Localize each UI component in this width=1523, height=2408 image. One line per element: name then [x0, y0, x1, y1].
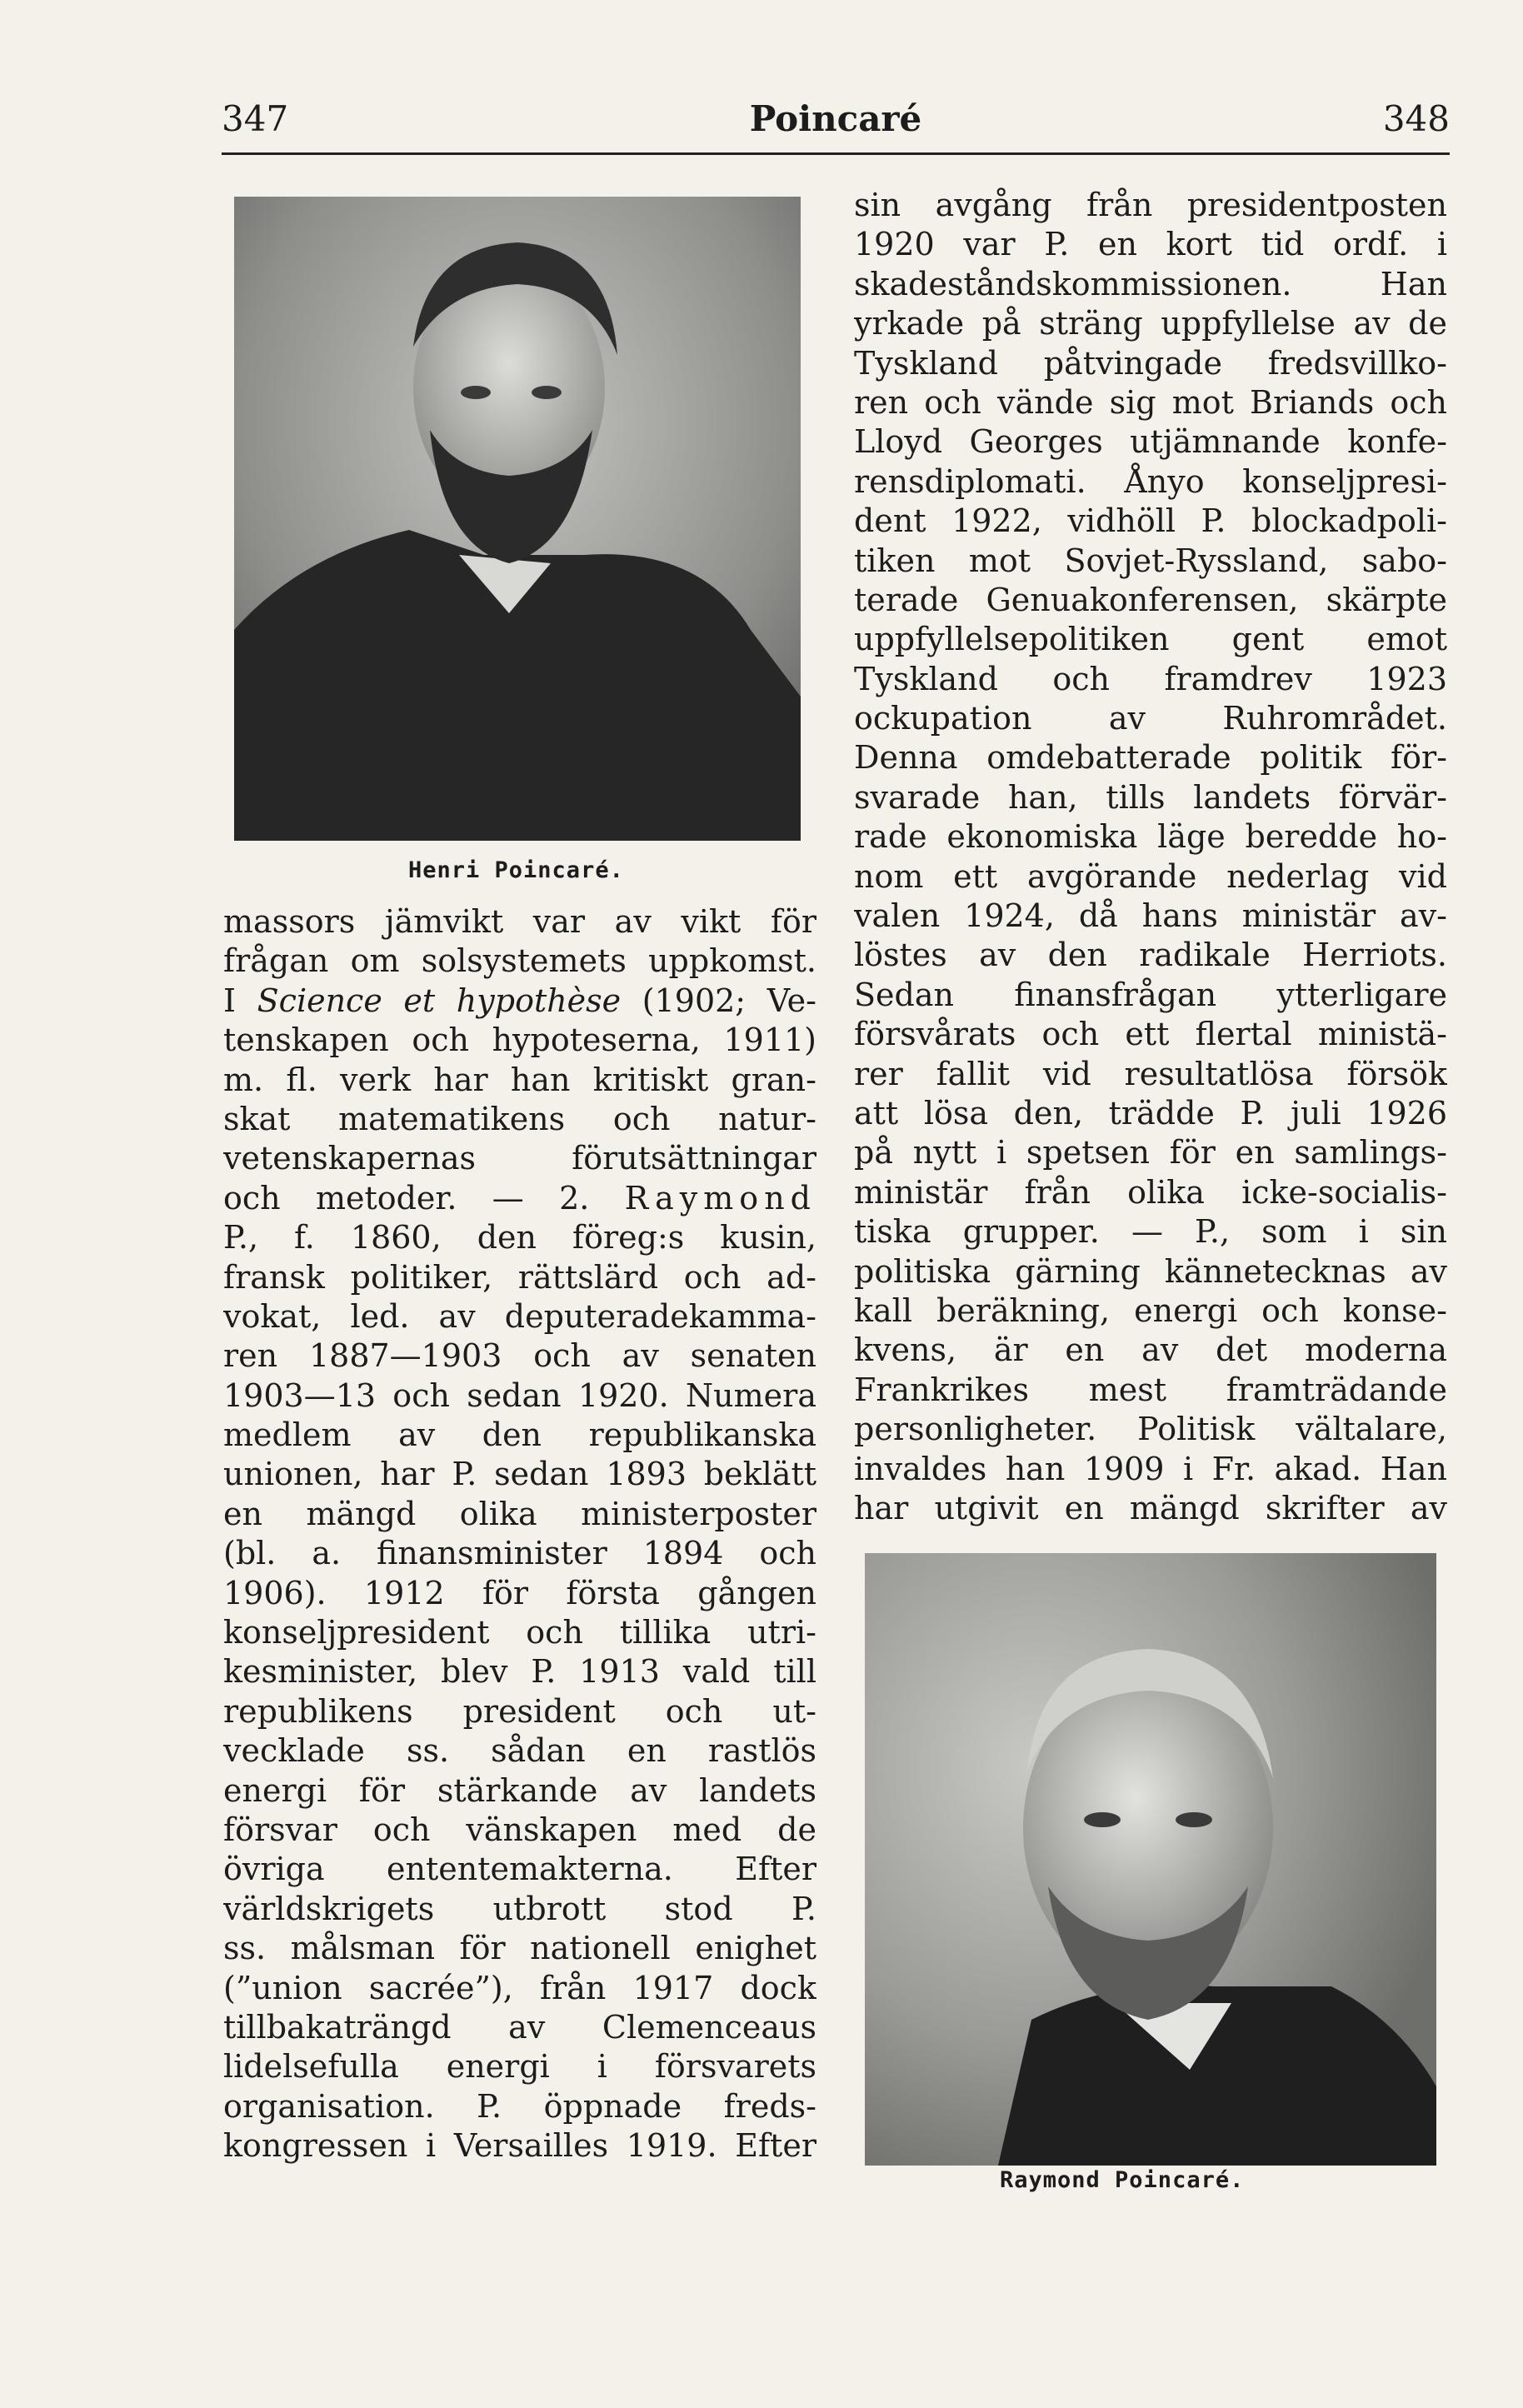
text-line: uppfyllelsepolitiken gent emot: [854, 621, 1447, 658]
text-line: övriga ententemakterna. Efter: [223, 1851, 816, 1888]
text-line: rensdiplomati. Ånyo konseljpresi-: [854, 462, 1447, 500]
text-line: löstes av den radikale Herriots.: [854, 937, 1447, 974]
text-line: tiken mot Sovjet-Ryssland, sabo-: [854, 542, 1447, 579]
text-line: massors jämvikt var av vikt för: [223, 903, 816, 940]
text-line: kesminister, blev P. 1913 vald till: [223, 1653, 816, 1691]
text-line: energi för stärkande av landets: [223, 1771, 816, 1809]
text-line: Lloyd Georges utjämnande konfe-: [854, 423, 1447, 461]
text-line: kongressen i Versailles 1919. Efter: [223, 2127, 816, 2165]
text-line: ministär från olika icke-socialis-: [854, 1173, 1447, 1211]
text-line: konseljpresident och tillika utri-: [223, 1614, 816, 1651]
page-header: [222, 90, 1450, 148]
text-line: rer fallit vid resultatlösa försök: [854, 1055, 1447, 1092]
text-line: på nytt i spetsen för en samlings-: [854, 1134, 1447, 1172]
page-number-left: 347: [222, 98, 289, 139]
text-line: fransk politiker, rättslärd och ad-: [223, 1258, 816, 1296]
text-line: unionen, har P. sedan 1893 beklätt: [223, 1456, 816, 1493]
text-line: politiska gärning kännetecknas av: [854, 1252, 1447, 1290]
text-line: (”union sacrée”), från 1917 dock: [223, 1969, 816, 2006]
text-line: organisation. P. öppnade freds-: [223, 2087, 816, 2125]
header-rule: [222, 152, 1450, 155]
text-line: 1906). 1912 för första gången: [223, 1574, 816, 1611]
text-line: frågan om solsystemets uppkomst.: [223, 942, 816, 980]
text-line: skat matematikens och natur-: [223, 1100, 816, 1137]
text-line: tillbakaträngd av Clemenceaus: [223, 2008, 816, 2046]
text-line: kall beräkning, energi och konse-: [854, 1291, 1447, 1329]
left-column: [223, 902, 816, 2166]
text-line: medlem av den republikanska: [223, 1416, 816, 1454]
text-line: tenskapen och hypoteserna, 1911): [223, 1022, 816, 1059]
text-line: att lösa den, trädde P. juli 1926: [854, 1094, 1447, 1132]
text-line: m. fl. verk har han kritiskt gran-: [223, 1061, 816, 1098]
text-line: världskrigets utbrott stod P.: [223, 1890, 816, 1927]
text-line: sin avgång från presidentposten: [854, 187, 1447, 223]
text-line: yrkade på sträng uppfyllelse av de: [854, 305, 1447, 342]
text-line: vetenskapernas förutsättningar: [223, 1140, 816, 1177]
text-line: ren och vände sig mot Briands och: [854, 383, 1447, 421]
text-line: terade Genuakonferensen, skärpte: [854, 581, 1447, 618]
text-line: Denna omdebatterade politik för-: [854, 739, 1447, 777]
text-line: P., f. 1860, den föreg:s kusin,: [223, 1219, 816, 1256]
text-line: skadeståndskommissionen. Han: [854, 265, 1447, 302]
text-line: och metoder. — 2. Raymond: [223, 1179, 816, 1216]
text-line: lidelsefulla energi i försvarets: [223, 2048, 816, 2086]
text-line: Sedan finansfrågan ytterligare: [854, 976, 1447, 1013]
text-line: dent 1922, vidhöll P. blockadpoli-: [854, 502, 1447, 540]
text-line: rade ekonomiska läge beredde ho-: [854, 818, 1447, 856]
text-line: vokat, led. av deputeradekamma-: [223, 1297, 816, 1335]
text-line: Tyskland påtvingade fredsvillko-: [854, 344, 1447, 382]
text-line: invaldes han 1909 i Fr. akad. Han: [854, 1450, 1447, 1487]
text-line: försvårats och ett flertal ministä-: [854, 1016, 1447, 1053]
text-line: valen 1924, då hans ministär av-: [854, 897, 1447, 935]
text-line: (bl. a. finansminister 1894 och: [223, 1535, 816, 1572]
text-line: 1903—13 och sedan 1920. Numera: [223, 1376, 816, 1414]
text-line: kvens, är en av det moderna: [854, 1331, 1447, 1369]
text-line: försvar och vänskapen med de: [223, 1811, 816, 1848]
text-line: 1920 var P. en kort tid ordf. i: [854, 226, 1447, 263]
book-title: Science et hypothèse: [257, 982, 622, 1019]
text-line: tiska grupper. — P., som i sin: [854, 1213, 1447, 1251]
text-line: ren 1887—1903 och av senaten: [223, 1337, 816, 1375]
text-line: ss. målsman för nationell enighet: [223, 1930, 816, 1967]
page-title: Poincaré: [749, 98, 922, 139]
text-line: har utgivit en mängd skrifter av: [854, 1489, 1447, 1526]
text-line: svarade han, tills landets förvär-: [854, 778, 1447, 816]
text-line: personligheter. Politisk vältalare,: [854, 1411, 1447, 1448]
text-line: Frankrikes mest framträdande: [854, 1371, 1447, 1408]
page-number-right: 348: [1382, 98, 1450, 139]
right-column: [854, 186, 1447, 1528]
text-line: Tyskland och framdrev 1923: [854, 660, 1447, 697]
spaced-name: Raymond: [624, 1179, 816, 1216]
raymond-poincare-portrait: [865, 1553, 1436, 2166]
text-line: I Science et hypothèse (1902; Ve-: [223, 982, 816, 1019]
text-line: republikens president och ut-: [223, 1692, 816, 1730]
text-line: nom ett avgörande nederlag vid: [854, 857, 1447, 895]
henri-poincare-caption: Henri Poincaré.: [408, 857, 624, 883]
text-line: en mängd olika ministerposter: [223, 1495, 816, 1532]
text-line: vecklade ss. sådan en rastlös: [223, 1732, 816, 1770]
raymond-poincare-caption: Raymond Poincaré.: [1000, 2167, 1245, 2193]
text-line: ockupation av Ruhrområdet.: [854, 700, 1447, 737]
henri-poincare-portrait: [234, 197, 801, 841]
